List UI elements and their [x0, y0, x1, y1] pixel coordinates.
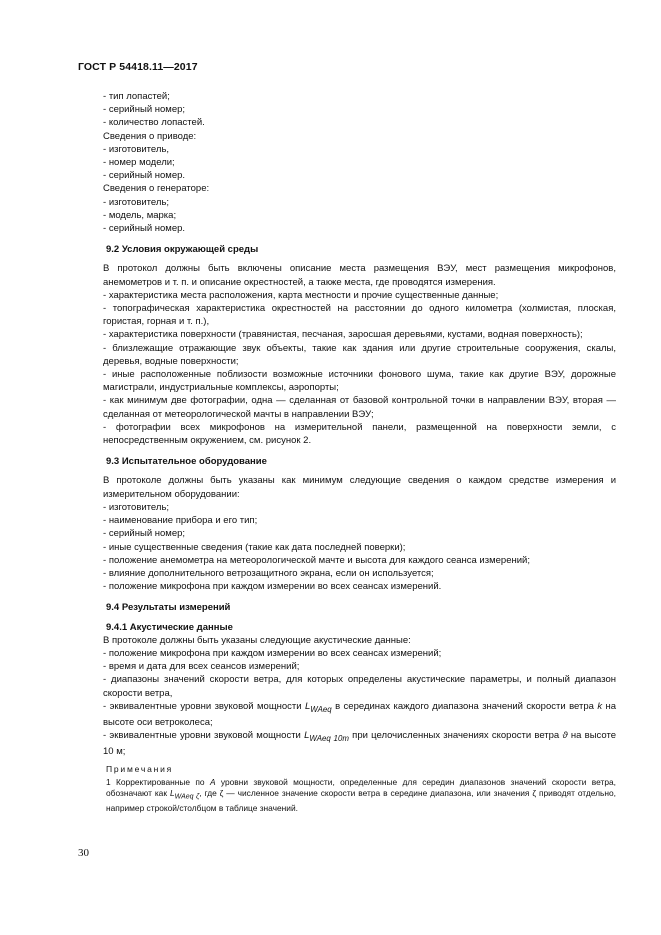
list-item: - иные существенные сведения (такие как дата последней поверки); [78, 541, 616, 554]
list-item: - влияние дополнительного ветрозащитного экрана, если он используется; [78, 567, 616, 580]
document-header: ГОСТ Р 54418.11—2017 [78, 61, 198, 73]
list-item: - изготовитель, [78, 143, 616, 156]
text-run: при целочисленных значениях скорости ветра [348, 730, 563, 742]
list-item: - как минимум две фотографии, одна — сделанная от базовой контрольной точки в направлении ВЭУ, вторая — сделанная от метеорологической мачты в направлении ВЭУ; [78, 394, 616, 420]
list-item: - близлежащие отражающие звук объекты, такие как здания или другие строительные сооружения, скалы, деревья, водные поверхности; [78, 342, 616, 368]
subscript: WAeq 10m [309, 733, 349, 743]
list-item: - положение микрофона при каждом измерении во всех сеансах измерений. [78, 580, 616, 593]
list-item: - диапазоны значений скорости ветра, для которых определены акустические параметры, и полный диапазон скорости ветра, [78, 673, 616, 699]
list-item: - наименование прибора и его тип; [78, 514, 616, 527]
page-number: 30 [78, 847, 89, 859]
list-item: - модель, марка; [78, 209, 616, 222]
list-item: - характеристика поверхности (травянистая, песчаная, заросшая деревьями, кустами, водная поверхность); [78, 328, 616, 341]
text-run: эквивалентные уровни звуковой мощности [109, 730, 305, 742]
list-item: - изготовитель; [78, 196, 616, 209]
list-item: - номер модели; [78, 156, 616, 169]
section-intro: В протокол должны быть включены описание места размещения ВЭУ, мест размещения микрофонов, анемометров и т. п. и описание окрестностей, а также места, где проводятся измерения. [103, 263, 616, 288]
list-item: - серийный номер. [78, 222, 616, 235]
subscript: WAeq [310, 704, 332, 714]
list-item: - положение анемометра на метеорологической мачте и высота для каждого сеанса измерений; [78, 554, 616, 567]
symbol: L [304, 730, 310, 742]
text-run: на высоте 10 м; [103, 730, 617, 758]
list-item: - серийный номер; [78, 527, 616, 540]
notes-title: Примечания [106, 764, 174, 775]
text-run: уровни звуковой мощности, определенные для середин диапазонов значений скорости ветра, обозначают как [106, 776, 617, 799]
symbol: А [209, 776, 216, 787]
symbol: L [305, 700, 311, 712]
body-text [78, 90, 616, 815]
text-run: в серединах каждого диапазона значений скорости ветра [331, 700, 598, 712]
list-item [78, 700, 616, 729]
section-heading-9-3: 9.3 Испытательное оборудование [106, 456, 267, 468]
note-1 [78, 777, 616, 815]
list-item: - серийный номер. [78, 169, 616, 182]
section-intro: В протоколе должны быть указаны как минимум следующие сведения о каждом средстве измерения и измерительном оборудовании: [103, 475, 616, 500]
list-item: - характеристика места расположения, карта местности и прочие существенные данные; [78, 289, 616, 302]
section-heading-9-4: 9.4 Результаты измерений [106, 602, 231, 614]
list-item: - время и дата для всех сеансов измерений; [78, 660, 616, 673]
section-intro: В протоколе должны быть указаны следующие акустические данные: [103, 634, 411, 646]
list-item: - иные расположенные поблизости возможные источники фонового шума, такие как другие ВЭУ, дорожные магистрали, индустриальные комплексы, аэропорты; [78, 368, 616, 394]
generator-label: Сведения о генераторе: [103, 183, 210, 195]
list-item: - количество лопастей. [78, 116, 616, 129]
subscript: WAeq ζ [174, 793, 200, 801]
list-item: - изготовитель; [78, 501, 616, 514]
note-block [78, 777, 616, 815]
text-run: 1 Корректированные по [106, 776, 210, 787]
symbol: ϑ [562, 730, 568, 742]
subsection-heading-9-4-1: 9.4.1 Акустические данные [106, 621, 233, 633]
symbol: k [597, 700, 603, 712]
list-item [78, 729, 616, 758]
drive-label: Сведения о приводе: [103, 130, 197, 142]
list-item: - тип лопастей; [78, 90, 616, 103]
section-heading-9-2: 9.2 Условия окружающей среды [106, 244, 259, 256]
text-run: на высоте оси ветроколеса; [103, 700, 617, 728]
text-run: эквивалентные уровни звуковой мощности [109, 700, 305, 712]
list-item: - топографическая характеристика окрестностей на расстоянии до одного километра (холмистая, плоская, гористая, горная и т. п.), [78, 302, 616, 328]
text-run: , где ζ — численное значение скорости ветра в середине диапазона, или значения ζ приводят отдельно, например строкой/столбцом в таблице значений. [106, 788, 616, 814]
list-item: - серийный номер; [78, 103, 616, 116]
list-item: - положение микрофона при каждом измерении во всех сеансах измерений; [78, 647, 616, 660]
symbol: L [169, 788, 175, 799]
list-item: - фотографии всех микрофонов на измерительной панели, размещенной на поверхности земли, с непосредственным окружением, см. рисунок 2. [78, 421, 616, 447]
